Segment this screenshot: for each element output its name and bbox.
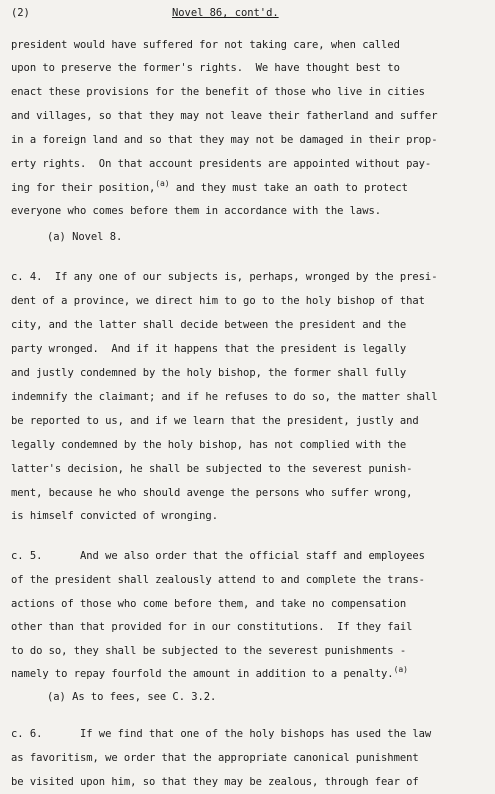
text-line: upon to preserve the former's rights. We have thought best to [11, 62, 400, 74]
text-line: erty rights. On that account presidents are appointed without pay- [11, 158, 432, 170]
section-c4-line: c. 4. If any one of our subjects is, perhaps, wronged by the presi- [11, 271, 438, 283]
section-c4-line: indemnify the claimant; and if he refuses to do so, the matter shall [11, 391, 438, 403]
section-c4-line: ment, because he who should avenge the persons who suffer wrong, [11, 487, 413, 499]
text-line: president would have suffered for not taking care, when called [11, 39, 400, 51]
section-c6-line: c. 6. If we find that one of the holy bishops has used the law [11, 728, 432, 740]
text-line: enact these provisions for the benefit of those who live in cities [11, 86, 425, 98]
section-c4-line: and justly condemned by the holy bishop, the former shall fully [11, 367, 407, 379]
section-c4-line: is himself convicted of wronging. [11, 510, 218, 522]
page-title: Novel 86, cont'd. [172, 7, 279, 19]
footnote: (a) As to fees, see C. 3.2. [47, 691, 217, 703]
section-c4-line: dent of a province, we direct him to go to the holy bishop of that [11, 295, 425, 307]
section-c5-line: of the president shall zealously attend to and complete the trans- [11, 574, 425, 586]
section-c4-line: party wronged. And if it happens that the president is legally [11, 343, 407, 355]
section-c6-line: be visited upon him, so that they may be zealous, through fear of [11, 776, 419, 788]
footnote-marker: (a) [393, 665, 408, 674]
section-c5-line: c. 5. And we also order that the official staff and employees [11, 550, 425, 562]
section-c5-line: other than that provided for in our constitutions. If they fail [11, 621, 413, 633]
footnote: (a) Novel 8. [47, 231, 123, 243]
text-line: everyone who comes before them in accordance with the laws. [11, 205, 382, 217]
section-c6-line: as favoritism, we order that the appropriate canonical punishment [11, 752, 419, 764]
section-c4-line: be reported to us, and if we learn that the president, justly and [11, 415, 419, 427]
page-number: (2) [11, 7, 30, 19]
section-c5-line: namely to repay fourfold the amount in addition to a penalty.$^{(a)}$ [11, 665, 408, 680]
text-line: in a foreign land and so that they may not be damaged in their prop- [11, 134, 438, 146]
section-c4-line: city, and the latter shall decide between the president and the [11, 319, 407, 331]
footnote-marker: (a) [155, 179, 170, 188]
section-c5-line: to do so, they shall be subjected to the severest punishments - [11, 645, 407, 657]
section-c5-line: actions of those who come before them, and take no compensation [11, 598, 407, 610]
section-c4-line: latter's decision, he shall be subjected to the severest punish- [11, 463, 413, 475]
section-c4-line: legally condemned by the holy bishop, has not complied with the [11, 439, 407, 451]
text-line: and villages, so that they may not leave their fatherland and suffer [11, 110, 438, 122]
text-line: ing for their position,$^{(a)}$ and they must take an oath to protect [11, 179, 408, 194]
